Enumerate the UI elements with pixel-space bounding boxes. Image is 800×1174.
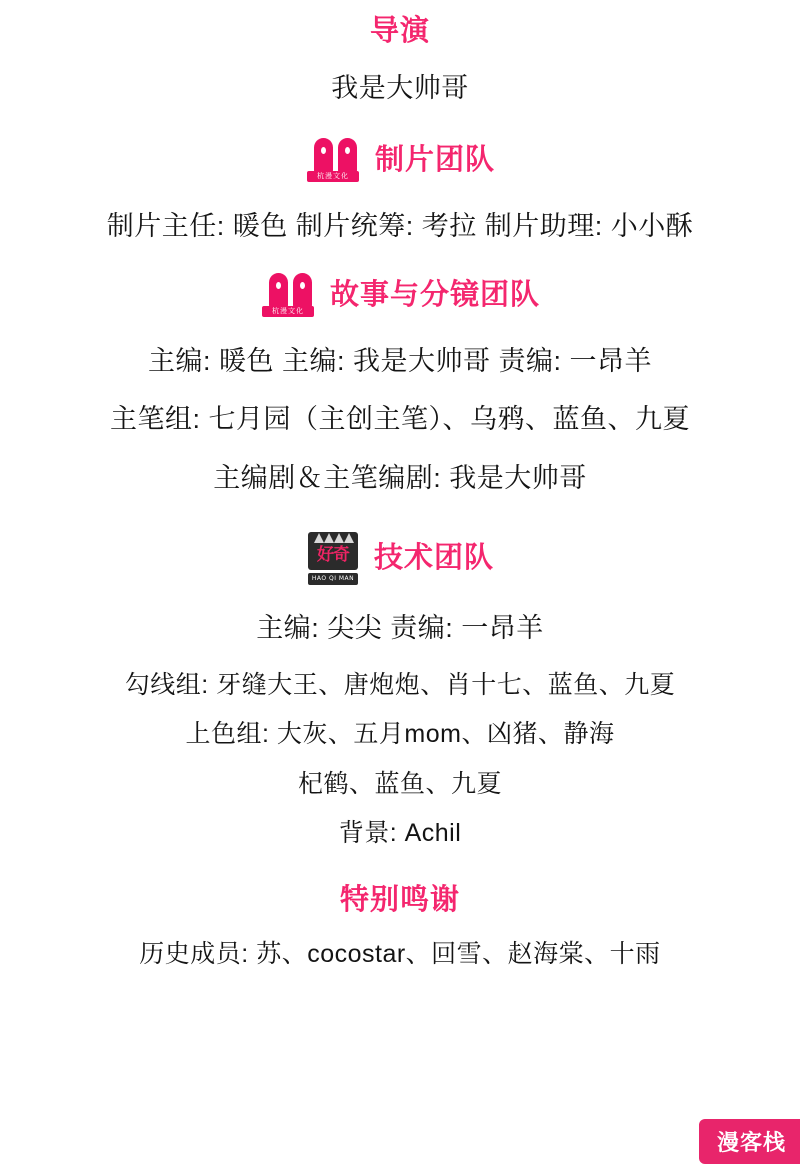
section-title-story-storyboard-team: 故事与分镜团队 [329, 278, 540, 311]
credit-line-tech-editors: 主编: 尖尖 责编: 一昂羊 [256, 613, 544, 643]
credit-line-lead-artists: 主笔组: 七月园（主创主笔）、乌鸦、蓝鱼、九夏 [109, 404, 690, 434]
spacer [0, 381, 800, 399]
logo-m-left-leg [314, 138, 333, 172]
logo-m-caption: 杭漫文化 [307, 171, 359, 182]
section-title-director: 导演 [369, 15, 430, 47]
logo-m-shape [309, 138, 357, 172]
logo-m-right-eye [300, 282, 305, 289]
spacer [0, 649, 800, 667]
spacer [0, 184, 800, 206]
logo-m-caption: 杭漫文化 [262, 306, 314, 317]
section-title-special-thanks: 特别鸣谢 [339, 883, 460, 916]
spacer [0, 319, 800, 341]
spacer [0, 498, 800, 532]
credit-line-lineart-group: 勾线组: 牙缝大王、唐炮炮、肖十七、蓝鱼、九夏 [124, 670, 676, 699]
manman-culture-logo-icon [305, 138, 361, 184]
spacer [0, 108, 800, 138]
logo-sq-mark: 好奇 [316, 545, 349, 565]
credit-line-story-editors: 主编: 暖色 主编: 我是大帅哥 责编: 一昂羊 [147, 345, 652, 376]
logo-m-left-leg [269, 273, 288, 307]
logo-sq-caption: HAO QI MAN YE [308, 573, 358, 585]
logo-sq-spike [344, 533, 354, 543]
section-header-production-team [0, 138, 800, 184]
spacer [0, 853, 800, 879]
spacer [0, 704, 800, 716]
section-title-technical-team: 技术团队 [373, 542, 494, 575]
credit-line-head-writer: 主编剧＆主笔编剧: 我是大帅哥 [213, 462, 587, 493]
logo-m-right-eye [345, 147, 350, 154]
credit-line-color-group-cont: 杞鹤、蓝鱼、九夏 [297, 769, 502, 798]
spacer [0, 440, 800, 458]
logo-m-shape [264, 273, 312, 307]
credit-line-color-group: 上色组: 大灰、五月mom、凶猪、静海 [185, 720, 615, 748]
logo-m-right-leg [293, 273, 312, 307]
site-watermark: 漫客栈 [699, 1119, 800, 1164]
spacer [0, 586, 800, 608]
spacer [0, 922, 800, 936]
credit-line-background: 背景: Achil [338, 819, 462, 847]
logo-sq-plate [308, 532, 358, 570]
logo-m-left-eye [321, 147, 326, 154]
logo-sq-spike [334, 533, 344, 543]
spacer [0, 754, 800, 766]
spacer [0, 54, 800, 68]
credit-line-historical-members: 历史成员: 苏、cocostar、回雪、赵海棠、十雨 [139, 940, 661, 968]
spacer [0, 803, 800, 815]
spacer [0, 247, 800, 273]
logo-sq-spike [324, 533, 334, 543]
logo-m-left-eye [276, 282, 281, 289]
manman-culture-logo-icon [260, 273, 316, 319]
section-title-production-team: 制片团队 [374, 144, 495, 177]
section-header-story-storyboard-team [0, 273, 800, 319]
logo-sq-spike [314, 533, 324, 543]
section-header-technical-team [0, 532, 800, 594]
credit-line-production: 制片主任: 暖色 制片统筹: 考拉 制片助理: 小小酥 [106, 211, 694, 241]
credit-line-director: 我是大帅哥 [331, 72, 469, 103]
haoqi-comics-logo-icon [306, 532, 360, 594]
logo-m-right-leg [338, 138, 357, 172]
